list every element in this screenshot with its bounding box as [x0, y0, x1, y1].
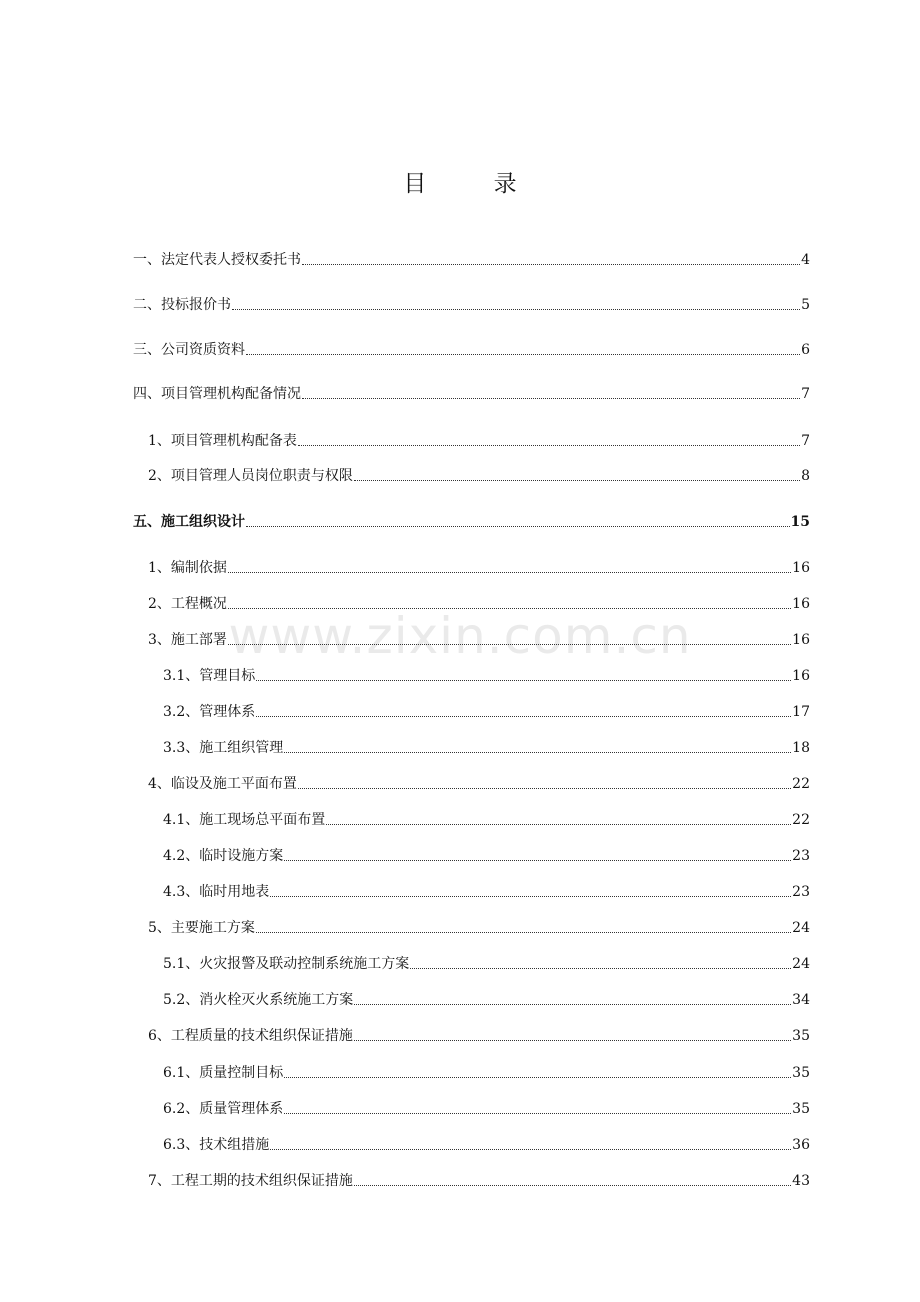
dot-leader — [354, 1185, 791, 1186]
toc-entry-label: 3、施工部署 — [148, 632, 227, 648]
toc-entry-label: 5.1、火灾报警及联动控制系统施工方案 — [163, 956, 410, 972]
toc-entry-label: 3.1、管理目标 — [163, 668, 256, 684]
toc-entry[interactable] — [163, 736, 810, 758]
dot-leader — [228, 644, 791, 645]
toc-entry-label: 5.2、消火栓灭火系统施工方案 — [163, 992, 354, 1008]
dot-leader — [298, 445, 800, 446]
toc-entry-page: 43 — [792, 1173, 810, 1189]
dot-leader — [284, 752, 791, 753]
toc-entry[interactable] — [163, 700, 810, 722]
watermark: www.zixin.com.cn — [228, 607, 692, 665]
dot-leader — [256, 680, 791, 681]
dot-leader — [256, 932, 791, 933]
toc-entry-label: 7、工程工期的技术组织保证措施 — [148, 1173, 353, 1189]
dot-leader — [228, 572, 791, 573]
toc-entry[interactable] — [163, 952, 810, 974]
dot-leader — [354, 1040, 791, 1041]
toc-entry[interactable] — [148, 772, 810, 794]
toc-entry-page: 35 — [792, 1101, 810, 1117]
toc-entry[interactable] — [133, 293, 810, 315]
toc-entry-page: 6 — [801, 342, 810, 358]
toc-entry[interactable] — [133, 510, 810, 532]
toc-entry-label: 3.3、施工组织管理 — [163, 740, 284, 756]
toc-entry-page: 23 — [792, 884, 810, 900]
toc-entry-label: 2、工程概况 — [148, 596, 227, 612]
toc-entry-label: 4.3、临时用地表 — [163, 884, 270, 900]
toc-entry[interactable] — [148, 1024, 810, 1046]
toc-entry[interactable] — [133, 248, 810, 270]
toc-entry-page: 8 — [801, 468, 810, 484]
toc-entry[interactable] — [148, 916, 810, 938]
dot-leader — [246, 354, 800, 355]
toc-entry[interactable] — [163, 988, 810, 1010]
toc-entry[interactable] — [163, 808, 810, 830]
dot-leader — [228, 608, 791, 609]
toc-entry-page: 7 — [801, 386, 810, 402]
dot-leader — [354, 480, 800, 481]
dot-leader — [298, 788, 791, 789]
toc-entry[interactable] — [148, 429, 810, 451]
toc-entry-label: 4.1、施工现场总平面布置 — [163, 812, 326, 828]
toc-entry-page: 34 — [792, 992, 810, 1008]
toc-entry-page: 35 — [792, 1028, 810, 1044]
dot-leader — [246, 526, 790, 527]
toc-entry-label: 2、项目管理人员岗位职责与权限 — [148, 468, 353, 484]
toc-entry-label: 五、施工组织设计 — [133, 514, 245, 530]
toc-entry-page: 22 — [792, 812, 810, 828]
dot-leader — [284, 1077, 791, 1078]
toc-entry-label: 三、公司资质资料 — [133, 342, 245, 358]
toc-entry[interactable] — [148, 464, 810, 486]
dot-leader — [326, 824, 791, 825]
toc-entry-label: 5、主要施工方案 — [148, 920, 255, 936]
toc-entry[interactable] — [163, 1097, 810, 1119]
toc-entry-page: 16 — [792, 596, 810, 612]
dot-leader — [284, 860, 791, 861]
toc-entry-label: 4、临设及施工平面布置 — [148, 776, 297, 792]
toc-entry-page: 16 — [792, 668, 810, 684]
dot-leader — [302, 398, 800, 399]
toc-entry-label: 3.2、管理体系 — [163, 704, 256, 720]
toc-entry[interactable] — [163, 844, 810, 866]
toc-entry[interactable] — [133, 382, 810, 404]
toc-entry-page: 36 — [792, 1137, 810, 1153]
toc-entry-page: 7 — [801, 433, 810, 449]
toc-entry-label: 6、工程质量的技术组织保证措施 — [148, 1028, 353, 1044]
toc-entry[interactable] — [163, 1133, 810, 1155]
toc-entry-page: 35 — [792, 1065, 810, 1081]
toc-entry-label: 6.2、质量管理体系 — [163, 1101, 284, 1117]
toc-entry-page: 4 — [801, 252, 810, 268]
toc-entry[interactable] — [148, 1169, 810, 1191]
toc-entry[interactable] — [163, 1061, 810, 1083]
toc-entry-label: 四、项目管理机构配备情况 — [133, 386, 301, 402]
toc-entry-label: 6.1、质量控制目标 — [163, 1065, 284, 1081]
toc-entry-page: 24 — [792, 920, 810, 936]
toc-entry-label: 6.3、技术组措施 — [163, 1137, 270, 1153]
toc-entry-page: 18 — [792, 740, 810, 756]
toc-entry-page: 5 — [801, 297, 810, 313]
toc-entry-page: 23 — [792, 848, 810, 864]
toc-entry-page: 16 — [792, 632, 810, 648]
toc-entry-label: 1、项目管理机构配备表 — [148, 433, 297, 449]
toc-entry-page: 15 — [790, 514, 810, 530]
toc-entry-label: 4.2、临时设施方案 — [163, 848, 284, 864]
toc-entry[interactable] — [148, 592, 810, 614]
toc-entry-page: 17 — [792, 704, 810, 720]
toc-title: 目 录 — [403, 171, 547, 197]
dot-leader — [302, 264, 800, 265]
dot-leader — [354, 1004, 791, 1005]
toc-entry[interactable] — [133, 338, 810, 360]
dot-leader — [410, 968, 791, 969]
toc-entry[interactable] — [148, 628, 810, 650]
dot-leader — [284, 1113, 791, 1114]
toc-entry-page: 24 — [792, 956, 810, 972]
dot-leader — [270, 896, 791, 897]
toc-entry-label: 二、投标报价书 — [133, 297, 231, 313]
toc-entry-label: 一、法定代表人授权委托书 — [133, 252, 301, 268]
dot-leader — [270, 1149, 791, 1150]
toc-entry[interactable] — [163, 664, 810, 686]
dot-leader — [256, 716, 791, 717]
toc-entry-page: 16 — [792, 560, 810, 576]
toc-entry-label: 1、编制依据 — [148, 560, 227, 576]
toc-entry-page: 22 — [792, 776, 810, 792]
toc-entry[interactable] — [163, 880, 810, 902]
toc-entry[interactable] — [148, 556, 810, 578]
dot-leader — [232, 309, 800, 310]
